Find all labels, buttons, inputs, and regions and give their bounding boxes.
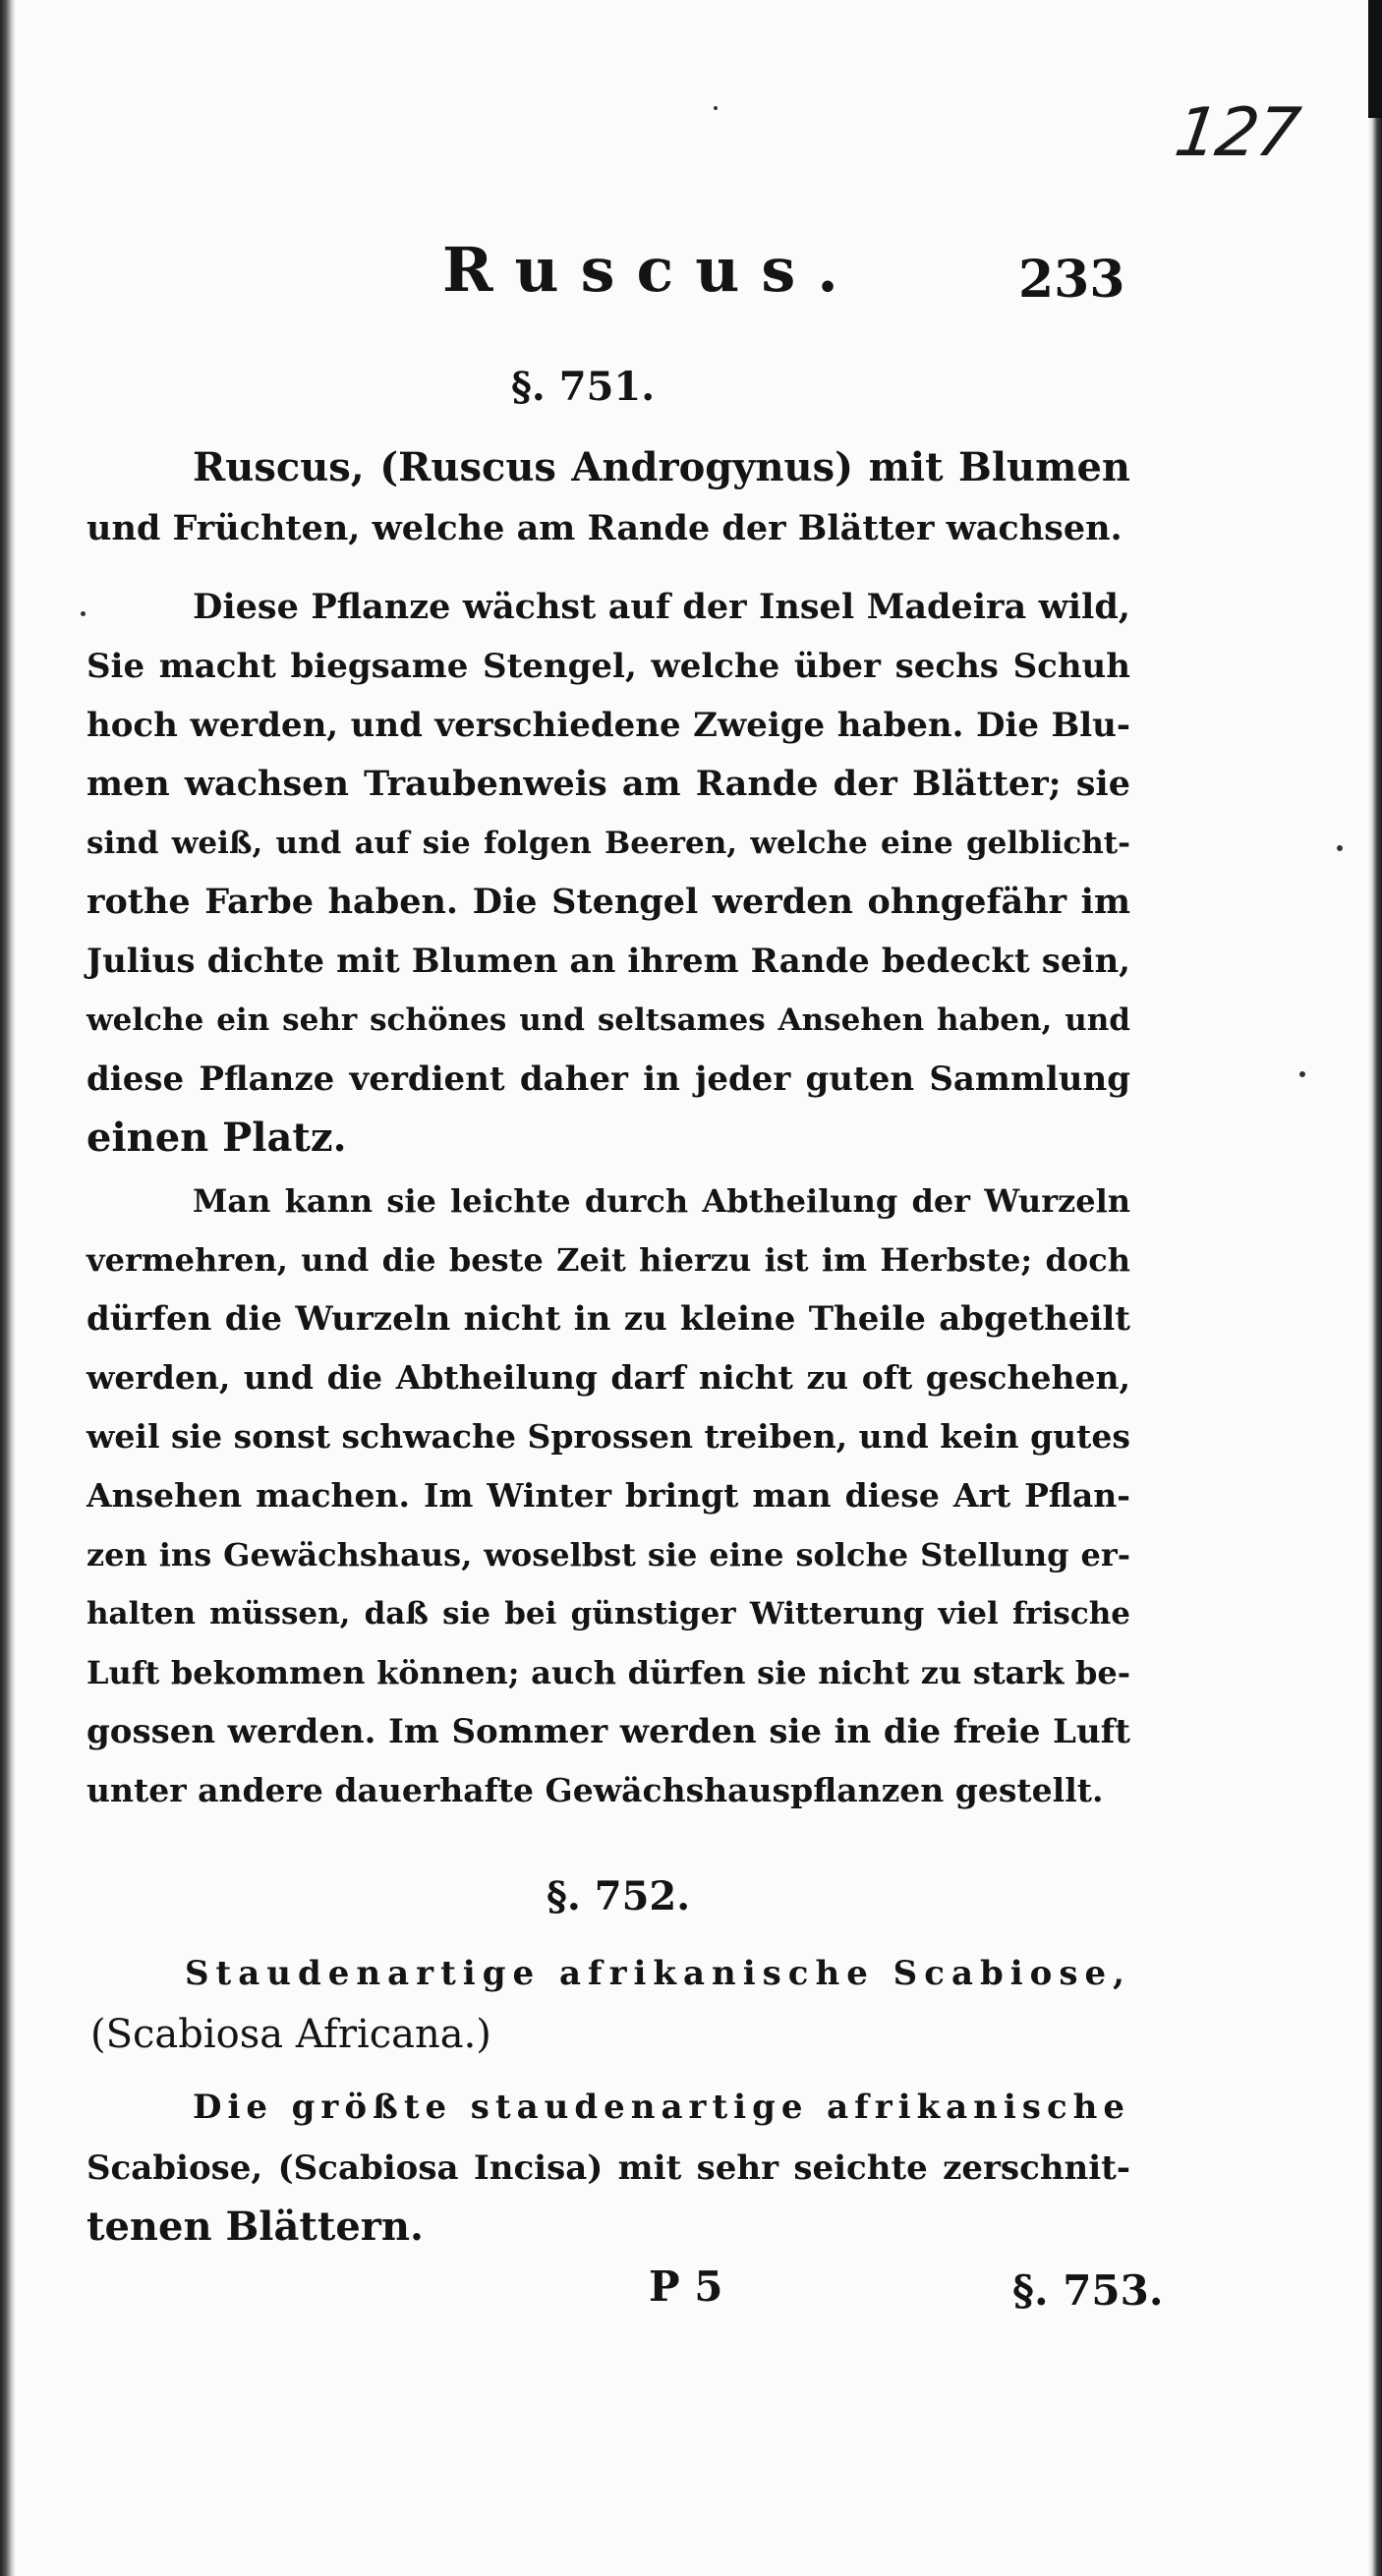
text-line: hoch werden, und verschiedene Zweige haben. Die Blu- [86,706,1130,745]
page-corner-shadow [1368,0,1382,118]
catchword: §. 753. [1012,2266,1164,2315]
paper-speck [1299,1071,1305,1077]
text-line: Ruscus, (Ruscus Androgynus) mit Blumen [193,444,1130,490]
text-line: werden, und die Abtheilung darf nicht zu oft geschehen, [86,1358,1130,1397]
text-line: Diese Pflanze wächst auf der Insel Madeira wild, [193,587,1130,627]
paper-speck [714,106,718,110]
text-line: Julius dichte mit Blumen an ihrem Rande bedeckt sein, [86,942,1130,981]
text-line: welche ein sehr schönes und seltsames Ansehen haben, und [86,1002,1130,1038]
text-line: gossen werden. Im Sommer werden sie in die freie Luft [86,1712,1130,1751]
paper-speck [1337,845,1343,851]
text-line: dürfen die Wurzeln nicht in zu kleine Theile abgetheilt [86,1299,1130,1339]
text-line: vermehren, und die beste Zeit hierzu ist im Herbste; doch [86,1241,1130,1279]
text-line: diese Pflanze verdient daher in jeder guten Sammlung [86,1059,1130,1099]
signature-mark: P 5 [649,2262,723,2311]
text-line: Die größte staudenartige afrikanische [193,2088,1130,2127]
text-line: Ansehen machen. Im Winter bringt man diese Art Pflan- [86,1476,1130,1515]
text-line: halten müssen, daß sie bei günstiger Witterung viel frische [86,1596,1130,1631]
text-line: Scabiose, (Scabiosa Incisa) mit sehr seichte zerschnit- [86,2148,1130,2188]
handwritten-folio-number: 127 [1170,94,1303,172]
text-line: rothe Farbe haben. Die Stengel werden ohngefähr im [86,882,1130,922]
text-line: Sie macht biegsame Stengel, welche über sechs Schuh [86,647,1130,686]
section-heading-latin: (Scabiosa Africana.) [90,2012,491,2057]
text-line: Man kann sie leichte durch Abtheilung der Wurzeln [193,1182,1130,1220]
text-line: tenen Blättern. [86,2204,424,2250]
text-line: weil sie sonst schwache Sprossen treiben, und kein gutes [86,1417,1130,1456]
text-line: Luft bekommen können; auch dürfen sie nicht zu stark be- [86,1654,1130,1691]
page-left-edge [0,0,16,2576]
text-line: zen ins Gewächshaus, woselbst sie eine solche Stellung er- [86,1536,1130,1574]
text-line: men wachsen Traubenweis am Rande der Blätter; sie [86,764,1130,804]
section-heading: Staudenartige afrikanische Scabiose, [185,1954,1131,1993]
text-line: und Früchten, welche am Rande der Blätter wachsen. [86,508,1123,548]
text-line: einen Platz. [86,1115,347,1161]
section-752-mark: §. 752. [547,1873,691,1919]
page-right-edge [1368,0,1382,2576]
text-line: unter andere dauerhafte Gewächshauspflanzen gestellt. [86,1771,1104,1809]
page-number: 233 [1018,250,1125,310]
text-line: sind weiß, und auf sie folgen Beeren, welche eine gelblicht- [86,826,1130,861]
running-head: Ruscus. [442,234,860,306]
section-751-mark: §. 751. [511,364,656,410]
paper-speck [81,611,86,616]
